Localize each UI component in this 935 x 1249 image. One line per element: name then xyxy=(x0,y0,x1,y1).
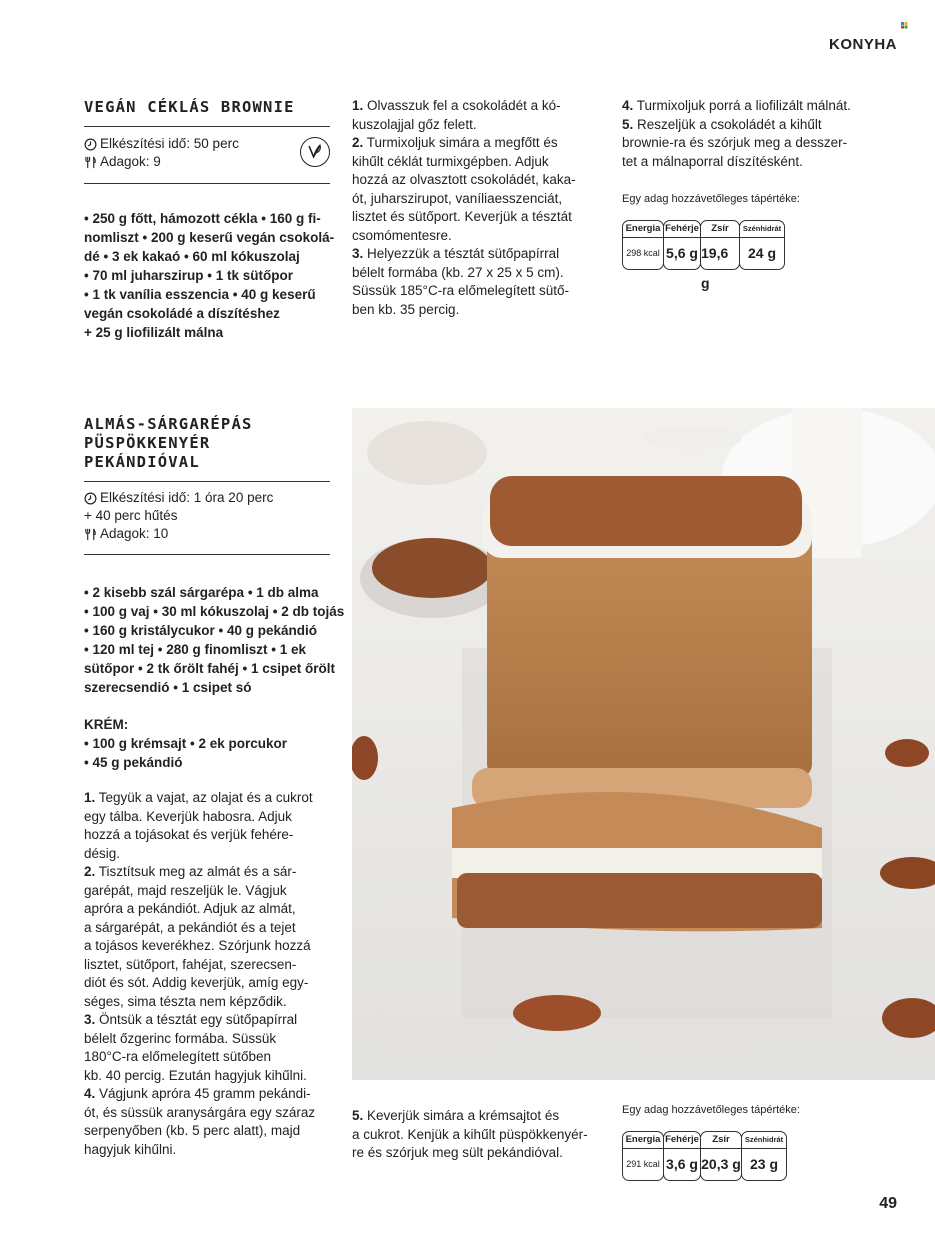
recipe2-prep-time: Elkészítési idő: 1 óra 20 perc xyxy=(100,490,274,505)
recipe1-meta-rule xyxy=(84,183,330,184)
recipe1-title: VEGÁN CÉKLÁS BROWNIE xyxy=(84,98,295,116)
ingredient-line: vegán csokoládé a díszítéshez xyxy=(84,306,280,321)
clock-icon xyxy=(84,138,97,151)
ingredient-line: dé • 3 ek kakaó • 60 ml kókuszolaj xyxy=(84,249,300,264)
recipe1-title-rule xyxy=(84,126,330,127)
cutlery-icon xyxy=(84,156,97,169)
ingredient-line: • 100 g vaj • 30 ml kókuszolaj • 2 db tojás xyxy=(84,604,345,619)
recipe2-ingredients xyxy=(84,583,344,772)
cutlery-icon xyxy=(84,528,97,541)
ingredient-line: • 70 ml juharszirup • 1 tk sütőpor xyxy=(84,268,293,283)
recipe2-title-rule xyxy=(84,481,330,482)
recipe2-prep-time-extra: + 40 perc hűtés xyxy=(84,508,178,523)
recipe1-steps-col3: 4. Turmixoljuk porrá a liofilizált málnát. 5. Reszeljük a csokoládét a kihűlt brownie-ra és szórjuk meg a desszer- tet a málnaporral díszítésként. xyxy=(622,98,851,169)
recipe1-nutrition-table: Energia 298 kcal Fehérje 5,6 g Zsír 19,6 g Szénhidrát 24 g xyxy=(622,220,784,270)
page-number: 49 xyxy=(879,1195,897,1212)
recipe2-meta-rule xyxy=(84,554,330,555)
recipe2-nutrition-table: Energia 291 kcal Fehérje 3,6 g Zsír 20,3 g Szénhidrát 23 g xyxy=(622,1131,786,1181)
recipe1-nutrition-title: Egy adag hozzávetőleges tápértéke: xyxy=(622,193,800,205)
recipe2-title: ALMÁS-SÁRGARÉPÁS PÜSPÖKKENYÉR PEKÁNDIÓVAL xyxy=(84,415,253,471)
ingredient-line: szerecsendió • 1 csipet só xyxy=(84,680,252,695)
ingredient-line: • 160 g kristálycukor • 40 g pekándió xyxy=(84,623,318,638)
vegan-leaf-icon xyxy=(300,137,330,167)
recipe2-meta xyxy=(84,489,273,543)
ingredient-line: + 25 g liofilizált málna xyxy=(84,325,224,340)
recipe1-servings: Adagok: 9 xyxy=(100,154,161,169)
recipe2-servings: Adagok: 10 xyxy=(100,526,169,541)
ingredient-line: sütőpor • 2 tk őrölt fahéj • 1 csipet őrölt xyxy=(84,661,335,676)
recipe2-step5: 5. Keverjük simára a krémsajtot és a cukrot. Kenjük a kihűlt püspökkenyér- re és szórjuk meg sült pekándióval. xyxy=(352,1108,588,1160)
ingredient-line: • 2 kisebb szál sárgarépa • 1 db alma xyxy=(84,585,319,600)
recipe1-ingredients xyxy=(84,209,334,342)
recipe1-prep-time: Elkészítési idő: 50 perc xyxy=(100,136,239,151)
recipe2-steps: 1. Tegyük a vajat, az olajat és a cukrot egy tálba. Keverjük habosra. Adjuk hozzá a tojásokat és verjük fehére- désig. 2. Tisztítsuk meg az almát és a sár- garépát, majd reszeljük le. Vágjuk apróra a pekándiót. Adjuk az almát, a sárgarépát, a pekándiót és a tejet a tojásos keverékhez. Szórjunk hozzá lisztet, sütőport, fahéjat, szerecsen- diót és sót. Addig keverjük, amíg egy- séges, sima tészta nem képződik. 3. Öntsük a tésztát egy sütőpapírral bélelt őzgerinc formába. Süssük 180°C-ra előmelegített sütőben kb. 40 percig. Ezután hagyjuk kihűlni. 4. Vágjunk apróra 45 gramm pekándi- ót, és süssük aranysárgára egy száraz serpenyőben (kb. 5 perc alatt), majd hagyjuk kihűlni. xyxy=(84,790,316,1157)
ingredient-line: • 250 g főtt, hámozott cékla • 160 g fi- xyxy=(84,211,321,226)
ingredient-line: • 120 ml tej • 280 g finomliszt • 1 ek xyxy=(84,642,307,657)
cake-photo xyxy=(352,408,935,1080)
brand-logo-icon xyxy=(901,22,911,30)
recipe2-nutrition-title: Egy adag hozzávetőleges tápértéke: xyxy=(622,1104,800,1116)
clock-icon xyxy=(84,492,97,505)
cream-title: KRÉM: xyxy=(84,717,129,732)
recipe1-steps-col2: 1. Olvasszuk fel a csokoládét a kó- kuszolajjal gőz felett. 2. Turmixoljuk simára a megfőtt és kihűlt céklát turmixgépben. Adjuk hozzá az olvasztott csokoládét, kaka- ót, juharszirupot, vaníliaesszenciát, lisztet és sütőport. Keverjük a tésztát csomómentesre. 3. Helyezzük a tésztát sütőpapírral bélelt formába (kb. 27 x 25 x 5 cm). Süssük 185°C-ra előmelegített sütő- ben kb. 35 percig. xyxy=(352,98,576,317)
section-label: KONYHA xyxy=(828,36,897,53)
ingredient-line: • 45 g pekándió xyxy=(84,755,183,770)
ingredient-line: nomliszt • 200 g keserű vegán csokolá- xyxy=(84,230,335,245)
recipe1-meta xyxy=(84,135,239,171)
ingredient-line: • 100 g krémsajt • 2 ek porcukor xyxy=(84,736,288,751)
ingredient-line: • 1 tk vanília esszencia • 40 g keserű xyxy=(84,287,316,302)
